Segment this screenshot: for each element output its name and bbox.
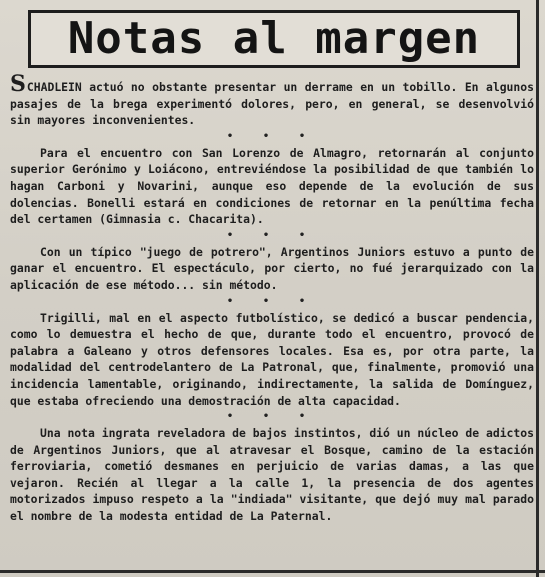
- column-rule-bottom: [0, 570, 545, 573]
- paragraph-1: [10, 71, 534, 129]
- paragraph-2: Para el encuentro con San Lorenzo de Almagro, retornarán al conjunto superior Gerónimo y Loiácono, entreviéndose la posibilidad de que también lo hagan Carboni y Novarini, aunque eso depende de la evolución de sus dolencias. Bonelli estará en condiciones de retornar en la penúltima fecha del certamen (Gimnasia c. Chacarita).: [10, 145, 534, 227]
- separator-dots: • • •: [226, 411, 318, 423]
- paragraph-3: Con un típico "juego de potrero", Argentinos Juniors estuvo a punto de ganar el encuentro. El espectáculo, por cierto, no fué jerarquizado con la aplicación de ese método... sin método.: [10, 244, 534, 292]
- separator-dots: • • •: [226, 130, 318, 142]
- separator-dots: • • •: [226, 229, 318, 241]
- drop-cap: S: [10, 71, 26, 97]
- page-title: Notas al margen: [67, 13, 481, 64]
- paragraph-5: Una nota ingrata reveladora de bajos instintos, dió un núcleo de adictos de Argentinos Juniors, que al atravesar el Bosque, camino de la estación ferroviaria, cometió desmanes en perjuicio de varias damas, a las que vejaron. Recién al llegar a la calle 1, la presencia de dos agentes motorizados impuso respeto a la "indiada" visitante, que dejó muy mal parado el nombre de la modesta entidad de La Paternal.: [10, 426, 534, 524]
- column-rule-right: [536, 0, 539, 577]
- paragraph-4: Trigilli, mal en el aspecto futbolístico, se dedicó a buscar pendencia, como lo demuestra el hecho de que, durante todo el encuentro, provocó de palabra a Galeano y otros defensores locales. Esa es, por otra parte, la modalidad del centrodelantero de La Patronal, que, finalmente, promovió una incidencia lamentable, originando, indirectamente, la salida de Domínguez, que estaba ofreciendo una demostración de alta capacidad.: [10, 310, 534, 408]
- article-body: [10, 71, 534, 525]
- title-box: [28, 10, 520, 68]
- separator-dots: • • •: [226, 295, 318, 307]
- paragraph-1-text: CHADLEIN actuó no obstante presentar un derrame en un tobillo. En algunos pasajes de la brega experimentó dolores, pero, en general, se desenvolvió sin mayores inconvenientes.: [10, 80, 534, 128]
